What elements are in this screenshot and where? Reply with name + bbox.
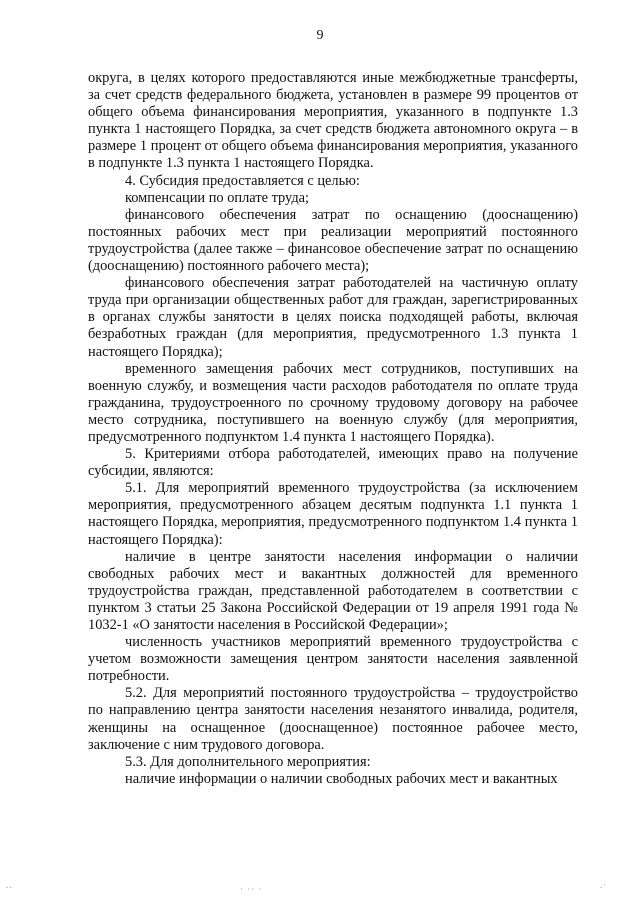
scan-artifact-mark: .· xyxy=(600,880,608,890)
paragraph-wage-compensation: компенсации по оплате труда; xyxy=(125,189,310,206)
scan-artifact-mark: .. xyxy=(6,880,13,890)
paragraph-clause-5-3: 5.3. Для дополнительного мероприятия: xyxy=(125,753,371,770)
paragraph-continuation: округа, в целях которого предоставляются иные межбюджетные трансферты, за счет средств федерального бюджета, установлен в размере 99 процентов от общего объема финансирования мероприятия, указанного в подпункте 1.3 пункта 1 настоящего Порядка, за счет средств бюджета автономного округа – в размере 1 процент от общего объема финансирования мероприятия, указанного в подпункте 1.3 пункта 1 настоящего Порядка. xyxy=(88,70,578,172)
paragraph-participants-count: численность участников мероприятий временного трудоустройства с учетом возможности замещения центром занятости населения заявленной потребности. xyxy=(88,634,578,685)
paragraph-vacancy-info: наличие в центре занятости населения информации о наличии свободных рабочих мест и вакантных должностей для временного трудоустройства граждан, представленной работодателем в соответствии с пунктом 3 статьи 25 Закона Российской Федерации от 19 апреля 1991 года № 1032-1 «О занятости населения в Российской Федерации»; xyxy=(88,548,578,633)
scan-artifact-mark: · ·· · xyxy=(240,884,263,894)
paragraph-clause-5-2: 5.2. Для мероприятий постоянного трудоустройства – трудоустройство по направлению центра занятости населения незанятого инвалида, родителя, женщины на оснащенное (дооснащенное) постоянное рабочее место, заключение с ним трудового договора. xyxy=(88,685,578,753)
paragraph-public-works: финансового обеспечения затрат работодателей на частичную оплату труда при организации общественных работ для граждан, зарегистрированных в органах службы занятости в целях поиска подходящей работы, включая безработных граждан (для мероприятия, предусмотренного 1.3 пункта 1 настоящего Порядка); xyxy=(88,275,578,360)
paragraph-additional-vacancy: наличие информации о наличии свободных рабочих мест и вакантных xyxy=(125,770,558,787)
paragraph-workplace-equipment: финансового обеспечения затрат по оснащению (дооснащению) постоянных рабочих мест при реализации мероприятий постоянного трудоустройства (далее также – финансовое обеспечение затрат по оснащению (дооснащению) постоянного рабочего места); xyxy=(88,206,578,275)
page-number: 9 xyxy=(316,28,324,43)
paragraph-clause-5-1: 5.1. Для мероприятий временного трудоустройства (за исключением мероприятия, предусмотренного абзацем десятым подпункта 1.1 пункта 1 настоящего Порядка, мероприятия, предусмотренного подпунктом 1.4 пункта 1 настоящего Порядка): xyxy=(88,480,578,548)
document-body xyxy=(88,70,578,788)
paragraph-clause-5: 5. Критериями отбора работодателей, имеющих право на получение субсидии, являются: xyxy=(88,446,578,480)
paragraph-clause-4: 4. Субсидия предоставляется с целью: xyxy=(125,172,360,189)
paragraph-military-replacement: временного замещения рабочих мест сотрудников, поступивших на военную службу, и возмещения части расходов работодателя по оплате труда гражданина, трудоустроенного по срочному трудовому договору на рабочее место сотрудника, поступившего на военную службу (для мероприятия, предусмотренного подпунктом 1.4 пункта 1 настоящего Порядка). xyxy=(88,360,578,445)
